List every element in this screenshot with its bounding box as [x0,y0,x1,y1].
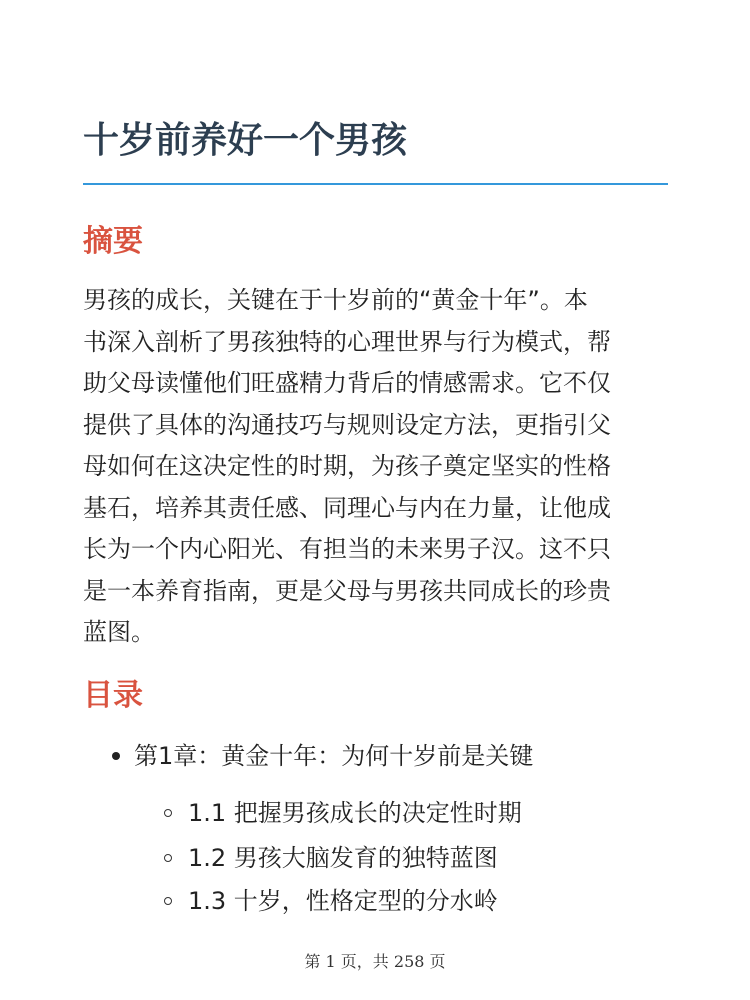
toc-chapter-1[interactable]: 第1章：黄金十年：为何十岁前是关键 [134,742,534,770]
toc-section-1-2[interactable]: 1.2 男孩大脑发育的独特蓝图 [188,844,498,872]
abstract-line: 蓝图。 [83,618,155,646]
abstract-line: 助父母读懂他们旺盛精力背后的情感需求。它不仅 [83,369,611,397]
abstract-line: 母如何在这决定性的时期，为孩子奠定坚实的性格 [83,452,611,480]
toc-section-1-3[interactable]: 1.3 十岁，性格定型的分水岭 [188,887,498,915]
page-title: 十岁前养好一个男孩 [83,120,408,161]
bullet-circle-icon [164,897,172,905]
bullet-disc-icon [112,752,120,760]
abstract-paragraph [83,280,673,654]
abstract-line: 是一本养育指南，更是父母与男孩共同成长的珍贵 [83,576,611,605]
abstract-line: 基石，培养其责任感、同理心与内在力量，让他成 [83,493,611,522]
toc-section-1-1[interactable]: 1.1 把握男孩成长的决定性时期 [188,799,522,827]
abstract-line: 提供了具体的沟通技巧与规则设定方法，更指引父 [83,410,611,439]
title-divider [83,183,668,185]
toc-heading: 目录 [83,678,143,713]
page-number-footer: 第 1 页，共 258 页 [304,952,446,971]
bullet-circle-icon [164,809,172,817]
abstract-heading: 摘要 [83,224,143,259]
abstract-line: 男孩的成长，关键在于十岁前的“黄金十年”。本 [83,286,588,314]
abstract-line: 长为一个内心阳光、有担当的未来男子汉。这不只 [83,535,611,563]
abstract-line: 书深入剖析了男孩独特的心理世界与行为模式，帮 [83,327,611,356]
bullet-circle-icon [164,854,172,862]
